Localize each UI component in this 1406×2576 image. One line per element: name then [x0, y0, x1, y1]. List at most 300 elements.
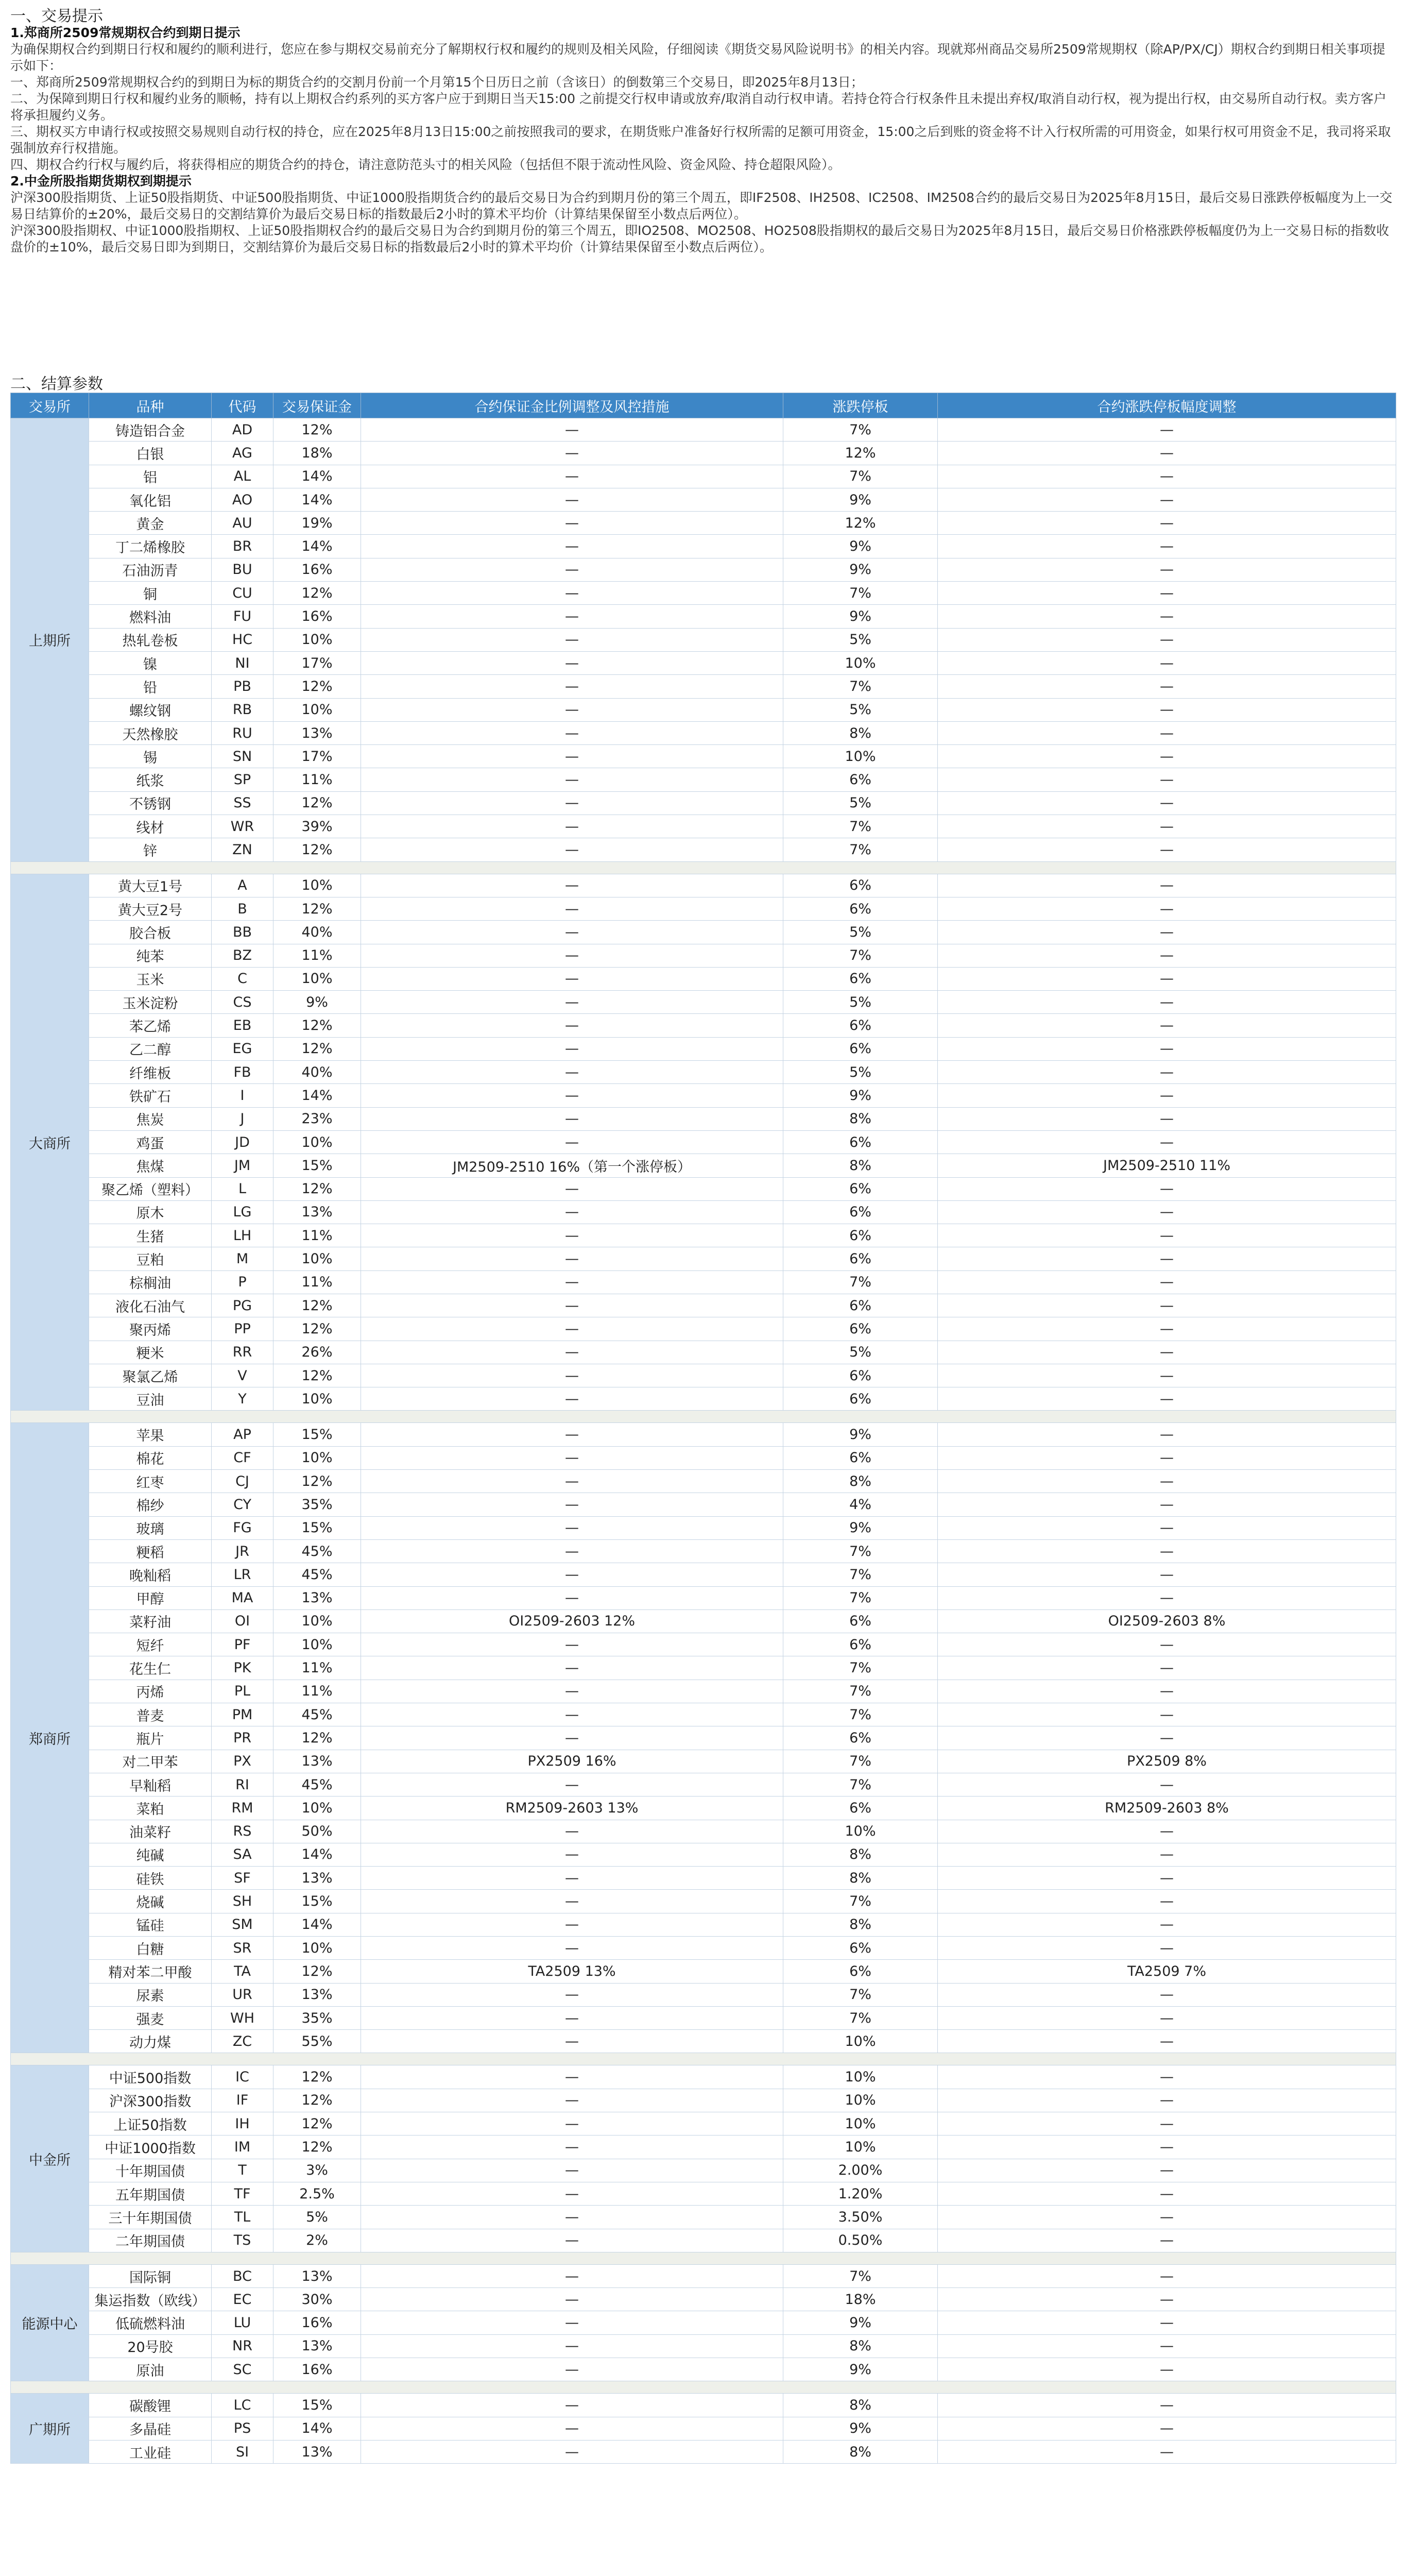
- variety-cell: 乙二醇: [89, 1037, 212, 1060]
- table-row: [11, 944, 1396, 967]
- code-cell: RI: [212, 1773, 273, 1796]
- margin-adjustment-cell: —: [361, 442, 783, 465]
- code-cell: LR: [212, 1563, 273, 1586]
- price-limit-cell: 5%: [783, 991, 938, 1014]
- margin-adjustment-cell: —: [361, 897, 783, 920]
- variety-cell: 不锈钢: [89, 791, 212, 815]
- variety-cell: 对二甲苯: [89, 1750, 212, 1773]
- table-row: [11, 1014, 1396, 1037]
- margin-cell: 12%: [273, 1470, 361, 1493]
- margin-adjustment-cell: —: [361, 2417, 783, 2440]
- margin-cell: 12%: [273, 418, 361, 442]
- price-limit-cell: 8%: [783, 1154, 938, 1177]
- table-row: [11, 1154, 1396, 1177]
- table-row: [11, 651, 1396, 674]
- price-limit-cell: 7%: [783, 1539, 938, 1563]
- margin-adjustment-cell: —: [361, 991, 783, 1014]
- margin-adjustment-cell: —: [361, 2229, 783, 2252]
- margin-cell: 2%: [273, 2229, 361, 2252]
- margin-cell: 11%: [273, 1656, 361, 1680]
- table-row: [11, 1937, 1396, 1960]
- margin-adjustment-cell: —: [361, 967, 783, 990]
- table-row: [11, 1633, 1396, 1656]
- price-limit-adjustment-cell: —: [938, 944, 1396, 967]
- variety-cell: 碳酸锂: [89, 2394, 212, 2417]
- price-limit-cell: 6%: [783, 1364, 938, 1387]
- margin-cell: 12%: [273, 582, 361, 605]
- price-limit-adjustment-cell: —: [938, 2065, 1396, 2089]
- margin-adjustment-cell: —: [361, 1539, 783, 1563]
- price-limit-adjustment-cell: —: [938, 2394, 1396, 2417]
- table-row: [11, 815, 1396, 838]
- code-cell: LC: [212, 2394, 273, 2417]
- code-cell: T: [212, 2159, 273, 2182]
- margin-cell: 12%: [273, 2136, 361, 2159]
- notice-paragraph: 四、期权合约行权与履约后，将获得相应的期货合约的持仓，请注意防范头寸的相关风险（包括但不限于流动性风险、资金风险、持仓超限风险）。: [10, 157, 841, 172]
- price-limit-cell: 0.50%: [783, 2229, 938, 2252]
- price-limit-adjustment-cell: —: [938, 1516, 1396, 1539]
- margin-cell: 12%: [273, 675, 361, 698]
- price-limit-adjustment-cell: —: [938, 2112, 1396, 2136]
- variety-cell: 生猪: [89, 1224, 212, 1247]
- price-limit-cell: 8%: [783, 1470, 938, 1493]
- margin-cell: 10%: [273, 874, 361, 897]
- code-cell: BR: [212, 535, 273, 558]
- price-limit-cell: 8%: [783, 2394, 938, 2417]
- price-limit-adjustment-cell: —: [938, 1224, 1396, 1247]
- table-row: [11, 2358, 1396, 2381]
- code-cell: NR: [212, 2334, 273, 2358]
- margin-adjustment-cell: —: [361, 605, 783, 628]
- group-separator: [11, 861, 1396, 874]
- price-limit-adjustment-cell: —: [938, 1703, 1396, 1726]
- variety-cell: 精对苯二甲酸: [89, 1960, 212, 1983]
- table-row: [11, 628, 1396, 651]
- margin-cell: 13%: [273, 1867, 361, 1890]
- table-row: [11, 1750, 1396, 1773]
- trading-notice: [10, 25, 1396, 349]
- variety-cell: 二年期国债: [89, 2229, 212, 2252]
- margin-cell: 10%: [273, 1609, 361, 1633]
- code-cell: SN: [212, 745, 273, 768]
- variety-cell: 中证1000指数: [89, 2136, 212, 2159]
- table-row: [11, 2030, 1396, 2053]
- margin-adjustment-cell: RM2509-2603 13%: [361, 1797, 783, 1820]
- group-separator: [11, 2053, 1396, 2065]
- margin-adjustment-cell: JM2509-2510 16%（第一个涨停板）: [361, 1154, 783, 1177]
- table-row: [11, 1200, 1396, 1224]
- price-limit-adjustment-cell: —: [938, 1084, 1396, 1107]
- table-row: [11, 874, 1396, 897]
- code-cell: BB: [212, 921, 273, 944]
- price-limit-cell: 5%: [783, 791, 938, 815]
- code-cell: PX: [212, 1750, 273, 1773]
- code-cell: JD: [212, 1130, 273, 1154]
- price-limit-cell: 6%: [783, 967, 938, 990]
- margin-adjustment-cell: —: [361, 874, 783, 897]
- price-limit-adjustment-cell: —: [938, 1037, 1396, 1060]
- price-limit-adjustment-cell: TA2509 7%: [938, 1960, 1396, 1983]
- code-cell: BZ: [212, 944, 273, 967]
- price-limit-adjustment-cell: —: [938, 1983, 1396, 2006]
- price-limit-cell: 10%: [783, 745, 938, 768]
- column-header: 合约保证金比例调整及风控措施: [361, 393, 783, 418]
- table-row: [11, 2065, 1396, 2089]
- variety-cell: 白糖: [89, 1937, 212, 1960]
- table-row: [11, 1294, 1396, 1317]
- code-cell: V: [212, 1364, 273, 1387]
- code-cell: PS: [212, 2417, 273, 2440]
- code-cell: SF: [212, 1867, 273, 1890]
- variety-cell: 玉米: [89, 967, 212, 990]
- table-row: [11, 991, 1396, 1014]
- price-limit-adjustment-cell: PX2509 8%: [938, 1750, 1396, 1773]
- price-limit-adjustment-cell: —: [938, 1539, 1396, 1563]
- margin-cell: 14%: [273, 1843, 361, 1866]
- margin-adjustment-cell: —: [361, 1107, 783, 1130]
- variety-cell: 集运指数（欧线）: [89, 2288, 212, 2311]
- margin-cell: 12%: [273, 1177, 361, 1200]
- margin-adjustment-cell: —: [361, 1446, 783, 1469]
- price-limit-adjustment-cell: —: [938, 1563, 1396, 1586]
- variety-cell: 苯乙烯: [89, 1014, 212, 1037]
- variety-cell: 十年期国债: [89, 2159, 212, 2182]
- margin-cell: 13%: [273, 2334, 361, 2358]
- table-row: [11, 2394, 1396, 2417]
- variety-cell: 锰硅: [89, 1913, 212, 1936]
- price-limit-cell: 8%: [783, 1867, 938, 1890]
- margin-cell: 5%: [273, 2206, 361, 2229]
- margin-cell: 15%: [273, 1423, 361, 1446]
- price-limit-cell: 9%: [783, 1516, 938, 1539]
- table-row: [11, 1107, 1396, 1130]
- code-cell: AD: [212, 418, 273, 442]
- code-cell: I: [212, 1084, 273, 1107]
- code-cell: AP: [212, 1423, 273, 1446]
- price-limit-cell: 18%: [783, 2288, 938, 2311]
- price-limit-adjustment-cell: OI2509-2603 8%: [938, 1609, 1396, 1633]
- price-limit-adjustment-cell: —: [938, 651, 1396, 674]
- margin-adjustment-cell: —: [361, 1890, 783, 1913]
- margin-adjustment-cell: —: [361, 1130, 783, 1154]
- margin-adjustment-cell: —: [361, 1586, 783, 1609]
- table-row: [11, 1061, 1396, 1084]
- margin-adjustment-cell: —: [361, 1470, 783, 1493]
- price-limit-adjustment-cell: —: [938, 1820, 1396, 1843]
- price-limit-cell: 7%: [783, 1750, 938, 1773]
- code-cell: SH: [212, 1890, 273, 1913]
- price-limit-adjustment-cell: —: [938, 874, 1396, 897]
- margin-cell: 12%: [273, 2065, 361, 2089]
- price-limit-adjustment-cell: —: [938, 791, 1396, 815]
- table-row: [11, 1317, 1396, 1341]
- margin-adjustment-cell: —: [361, 768, 783, 791]
- variety-cell: 晚籼稻: [89, 1563, 212, 1586]
- table-row: [11, 1797, 1396, 1820]
- margin-cell: 10%: [273, 1130, 361, 1154]
- variety-cell: 聚乙烯（塑料）: [89, 1177, 212, 1200]
- price-limit-adjustment-cell: —: [938, 2182, 1396, 2205]
- margin-cell: 17%: [273, 651, 361, 674]
- margin-cell: 13%: [273, 721, 361, 744]
- margin-adjustment-cell: —: [361, 1224, 783, 1247]
- table-row: [11, 2206, 1396, 2229]
- margin-adjustment-cell: —: [361, 1317, 783, 1341]
- code-cell: PB: [212, 675, 273, 698]
- code-cell: TL: [212, 2206, 273, 2229]
- variety-cell: 工业硅: [89, 2440, 212, 2463]
- margin-adjustment-cell: —: [361, 651, 783, 674]
- price-limit-cell: 8%: [783, 1913, 938, 1936]
- price-limit-adjustment-cell: —: [938, 2288, 1396, 2311]
- margin-adjustment-cell: —: [361, 628, 783, 651]
- table-row: [11, 1084, 1396, 1107]
- code-cell: SC: [212, 2358, 273, 2381]
- margin-adjustment-cell: —: [361, 721, 783, 744]
- margin-adjustment-cell: —: [361, 1703, 783, 1726]
- margin-adjustment-cell: —: [361, 1423, 783, 1446]
- table-row: [11, 698, 1396, 721]
- price-limit-cell: 7%: [783, 1270, 938, 1294]
- margin-adjustment-cell: —: [361, 1061, 783, 1084]
- table-row: [11, 2334, 1396, 2358]
- price-limit-cell: 6%: [783, 1200, 938, 1224]
- variety-cell: 玻璃: [89, 1516, 212, 1539]
- table-row: [11, 1470, 1396, 1493]
- separator-cell: [11, 2053, 1396, 2065]
- price-limit-cell: 1.20%: [783, 2182, 938, 2205]
- price-limit-cell: 6%: [783, 768, 938, 791]
- margin-adjustment-cell: —: [361, 2065, 783, 2089]
- price-limit-cell: 2.00%: [783, 2159, 938, 2182]
- exchange-cell: 中金所: [11, 2065, 89, 2252]
- price-limit-cell: 9%: [783, 2417, 938, 2440]
- margin-cell: 11%: [273, 768, 361, 791]
- variety-cell: 早籼稻: [89, 1773, 212, 1796]
- table-row: [11, 2264, 1396, 2287]
- margin-cell: 12%: [273, 1014, 361, 1037]
- margin-adjustment-cell: —: [361, 2334, 783, 2358]
- price-limit-cell: 9%: [783, 2311, 938, 2334]
- table-row: [11, 721, 1396, 744]
- margin-cell: 13%: [273, 1983, 361, 2006]
- variety-cell: 聚丙烯: [89, 1317, 212, 1341]
- price-limit-cell: 7%: [783, 1563, 938, 1586]
- margin-cell: 9%: [273, 991, 361, 1014]
- variety-cell: 花生仁: [89, 1656, 212, 1680]
- price-limit-adjustment-cell: —: [938, 2089, 1396, 2112]
- price-limit-cell: 10%: [783, 2089, 938, 2112]
- code-cell: PL: [212, 1680, 273, 1703]
- code-cell: B: [212, 897, 273, 920]
- price-limit-cell: 8%: [783, 2440, 938, 2463]
- code-cell: SA: [212, 1843, 273, 1866]
- margin-adjustment-cell: —: [361, 2288, 783, 2311]
- price-limit-adjustment-cell: —: [938, 815, 1396, 838]
- section1-title: 一、交易提示: [10, 7, 103, 25]
- code-cell: NI: [212, 651, 273, 674]
- table-row: [11, 838, 1396, 861]
- margin-cell: 39%: [273, 815, 361, 838]
- code-cell: OI: [212, 1609, 273, 1633]
- price-limit-adjustment-cell: —: [938, 698, 1396, 721]
- table-row: [11, 1364, 1396, 1387]
- margin-adjustment-cell: —: [361, 488, 783, 511]
- margin-cell: 10%: [273, 1633, 361, 1656]
- price-limit-cell: 6%: [783, 1387, 938, 1411]
- price-limit-cell: 5%: [783, 698, 938, 721]
- code-cell: FG: [212, 1516, 273, 1539]
- code-cell: ZC: [212, 2030, 273, 2053]
- margin-adjustment-cell: —: [361, 791, 783, 815]
- margin-adjustment-cell: —: [361, 465, 783, 488]
- variety-cell: 聚氯乙烯: [89, 1364, 212, 1387]
- variety-cell: 纤维板: [89, 1061, 212, 1084]
- margin-adjustment-cell: OI2509-2603 12%: [361, 1609, 783, 1633]
- code-cell: CU: [212, 582, 273, 605]
- margin-cell: 12%: [273, 897, 361, 920]
- margin-cell: 11%: [273, 1680, 361, 1703]
- price-limit-adjustment-cell: —: [938, 921, 1396, 944]
- code-cell: L: [212, 1177, 273, 1200]
- margin-cell: 2.5%: [273, 2182, 361, 2205]
- margin-adjustment-cell: —: [361, 2394, 783, 2417]
- price-limit-adjustment-cell: —: [938, 2030, 1396, 2053]
- margin-adjustment-cell: —: [361, 698, 783, 721]
- variety-cell: 天然橡胶: [89, 721, 212, 744]
- table-row: [11, 745, 1396, 768]
- price-limit-cell: 7%: [783, 582, 938, 605]
- code-cell: CF: [212, 1446, 273, 1469]
- exchange-cell: 能源中心: [11, 2264, 89, 2381]
- price-limit-cell: 6%: [783, 874, 938, 897]
- variety-cell: 动力煤: [89, 2030, 212, 2053]
- variety-cell: 瓶片: [89, 1726, 212, 1750]
- variety-cell: 苹果: [89, 1423, 212, 1446]
- margin-adjustment-cell: —: [361, 944, 783, 967]
- code-cell: RU: [212, 721, 273, 744]
- price-limit-cell: 7%: [783, 465, 938, 488]
- table-row: [11, 791, 1396, 815]
- table-row: [11, 465, 1396, 488]
- price-limit-adjustment-cell: —: [938, 1130, 1396, 1154]
- table-row: [11, 1913, 1396, 1936]
- code-cell: JR: [212, 1539, 273, 1563]
- price-limit-adjustment-cell: —: [938, 1633, 1396, 1656]
- table-row: [11, 1563, 1396, 1586]
- margin-adjustment-cell: —: [361, 675, 783, 698]
- margin-adjustment-cell: —: [361, 1364, 783, 1387]
- variety-cell: 棉花: [89, 1446, 212, 1469]
- margin-adjustment-cell: —: [361, 921, 783, 944]
- price-limit-adjustment-cell: —: [938, 442, 1396, 465]
- variety-cell: 焦炭: [89, 1107, 212, 1130]
- table-row: [11, 2006, 1396, 2029]
- group-separator: [11, 1411, 1396, 1423]
- code-cell: BU: [212, 558, 273, 581]
- variety-cell: 20号胶: [89, 2334, 212, 2358]
- price-limit-adjustment-cell: —: [938, 1423, 1396, 1446]
- price-limit-adjustment-cell: —: [938, 1177, 1396, 1200]
- exchange-cell: 广期所: [11, 2394, 89, 2464]
- price-limit-cell: 9%: [783, 2358, 938, 2381]
- margin-cell: 12%: [273, 1960, 361, 1983]
- price-limit-cell: 6%: [783, 1726, 938, 1750]
- variety-cell: 三十年期国债: [89, 2206, 212, 2229]
- code-cell: SR: [212, 1937, 273, 1960]
- section2-title: 二、结算参数: [10, 375, 103, 393]
- price-limit-cell: 7%: [783, 1890, 938, 1913]
- margin-adjustment-cell: —: [361, 535, 783, 558]
- table-row: [11, 2112, 1396, 2136]
- margin-cell: 12%: [273, 1364, 361, 1387]
- margin-cell: 15%: [273, 1890, 361, 1913]
- code-cell: P: [212, 1270, 273, 1294]
- price-limit-adjustment-cell: —: [938, 721, 1396, 744]
- price-limit-adjustment-cell: —: [938, 1493, 1396, 1516]
- code-cell: PR: [212, 1726, 273, 1750]
- code-cell: EG: [212, 1037, 273, 1060]
- table-row: [11, 582, 1396, 605]
- code-cell: RS: [212, 1820, 273, 1843]
- variety-cell: 豆油: [89, 1387, 212, 1411]
- margin-cell: 15%: [273, 1154, 361, 1177]
- price-limit-cell: 5%: [783, 921, 938, 944]
- code-cell: BC: [212, 2264, 273, 2287]
- group-separator: [11, 2252, 1396, 2264]
- price-limit-adjustment-cell: —: [938, 2311, 1396, 2334]
- margin-adjustment-cell: —: [361, 1843, 783, 1866]
- table-row: [11, 1446, 1396, 1469]
- margin-cell: 13%: [273, 1750, 361, 1773]
- price-limit-adjustment-cell: —: [938, 2136, 1396, 2159]
- price-limit-adjustment-cell: —: [938, 991, 1396, 1014]
- table-row: [11, 1726, 1396, 1750]
- margin-cell: 40%: [273, 1061, 361, 1084]
- variety-cell: 上证50指数: [89, 2112, 212, 2136]
- variety-cell: 铸造铝合金: [89, 418, 212, 442]
- variety-cell: 棕榈油: [89, 1270, 212, 1294]
- variety-cell: 粳稻: [89, 1539, 212, 1563]
- variety-cell: 纯苯: [89, 944, 212, 967]
- table-row: [11, 418, 1396, 442]
- code-cell: Y: [212, 1387, 273, 1411]
- price-limit-cell: 7%: [783, 944, 938, 967]
- margin-cell: 10%: [273, 1247, 361, 1270]
- variety-cell: 棉纱: [89, 1493, 212, 1516]
- table-row: [11, 1037, 1396, 1060]
- code-cell: PK: [212, 1656, 273, 1680]
- code-cell: PP: [212, 1317, 273, 1341]
- price-limit-cell: 8%: [783, 1107, 938, 1130]
- table-row: [11, 2311, 1396, 2334]
- table-row: [11, 1867, 1396, 1890]
- table-row: [11, 1656, 1396, 1680]
- code-cell: IM: [212, 2136, 273, 2159]
- price-limit-adjustment-cell: —: [938, 1247, 1396, 1270]
- code-cell: SS: [212, 791, 273, 815]
- group-separator: [11, 2381, 1396, 2394]
- variety-cell: 丁二烯橡胶: [89, 535, 212, 558]
- margin-cell: 16%: [273, 558, 361, 581]
- variety-cell: 尿素: [89, 1983, 212, 2006]
- code-cell: RR: [212, 1341, 273, 1364]
- variety-cell: 原木: [89, 1200, 212, 1224]
- variety-cell: 黄大豆1号: [89, 874, 212, 897]
- separator-cell: [11, 861, 1396, 874]
- variety-cell: 锡: [89, 745, 212, 768]
- table-row: [11, 1983, 1396, 2006]
